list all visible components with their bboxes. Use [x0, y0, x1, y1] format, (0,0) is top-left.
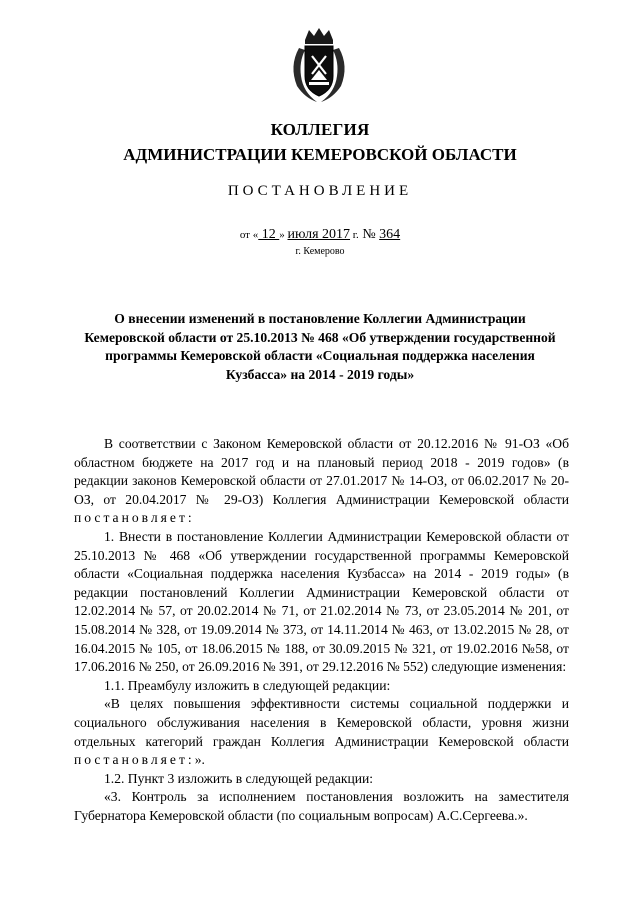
quote-1-text: «В целях повышения эффективности системы социальной поддержки и социального обслуживания населения в Кемеровской области, уровня жизни отдельных категорий граждан Коллегия Администрации Кемеровской области	[74, 696, 569, 749]
document-subject: О внесении изменений в постановление Коллегии Администрации Кемеровской области от 25.10.2013 № 468 «Об утверждении государственной программы Кемеровской области «Социальная поддержка населения Кузбасса» на 2014 - 2019 годы»	[84, 311, 556, 382]
document-body	[74, 435, 569, 825]
document-type: ПОСТАНОВЛЕНИЕ	[227, 183, 413, 199]
document-number: 364	[379, 227, 401, 242]
date-year-suffix: г.	[350, 229, 359, 241]
intro-resolve: постановляет:	[74, 510, 195, 526]
item-1: 1. Внести в постановление Коллегии Администрации Кемеровской области от 25.10.2013 № 468 «Об утверждении государственной программы Кемеровской области «Социальная поддержка населения Кузбасса» на 2014 - 2019 годы» (в редакции постановлений Коллегии Администрации Кемеровской области от 12.02.2014 № 57, от 20.02.2014 № 71, от 21.02.2014 № 73, от 23.05.2014 № 201, от 15.08.2014 № 328, от 19.09.2014 № 373, от 14.11.2014 № 463, от 13.02.2015 № 28, от 16.04.2015 № 105, от 18.06.2015 № 188, от 30.09.2015 № 321, от 19.02.2016 №58, от 17.06.2016 № 250, от 26.09.2016 № 391, от 29.12.2016 № 552) следующие изменения:	[74, 528, 569, 675]
quote-1-end: ».	[194, 752, 205, 768]
date-month-year: июля 2017	[287, 227, 351, 242]
item-1-1: 1.1. Преамбулу изложить в следующей редакции:	[104, 677, 391, 693]
date-line	[0, 227, 640, 243]
item-1-2: 1.2. Пункт 3 изложить в следующей редакции:	[104, 770, 374, 786]
intro-paragraph	[74, 435, 569, 528]
quote-1	[74, 695, 569, 769]
date-day: 12	[258, 227, 280, 242]
date-mid: »	[279, 229, 288, 241]
date-prefix: от «	[239, 229, 259, 241]
number-prefix: №	[358, 227, 380, 242]
intro-text: В соответствии с Законом Кемеровской области от 20.12.2016 № 91-ОЗ «Об областном бюджете на 2017 год и на плановый период 2018 - 2019 годов» (в редакции законов Кемеровской области от 27.01.2017 № 14-ОЗ, от 06.02.2017 № 20-ОЗ, от 20.04.2017 № 29-ОЗ) Коллегия Администрации Кемеровской области	[74, 436, 569, 507]
quote-1-resolve: постановляет:	[74, 752, 195, 768]
city: г. Кемерово	[295, 246, 345, 257]
org-title-line1: КОЛЛЕГИЯ	[270, 120, 370, 139]
org-title-line2: АДМИНИСТРАЦИИ КЕМЕРОВСКОЙ ОБЛАСТИ	[123, 145, 517, 164]
quote-2: «3. Контроль за исполнением постановления возложить на заместителя Губернатора Кемеровской области (по социальным вопросам) А.С.Сергеева.».	[74, 789, 569, 823]
coat-of-arms-icon	[285, 26, 353, 104]
